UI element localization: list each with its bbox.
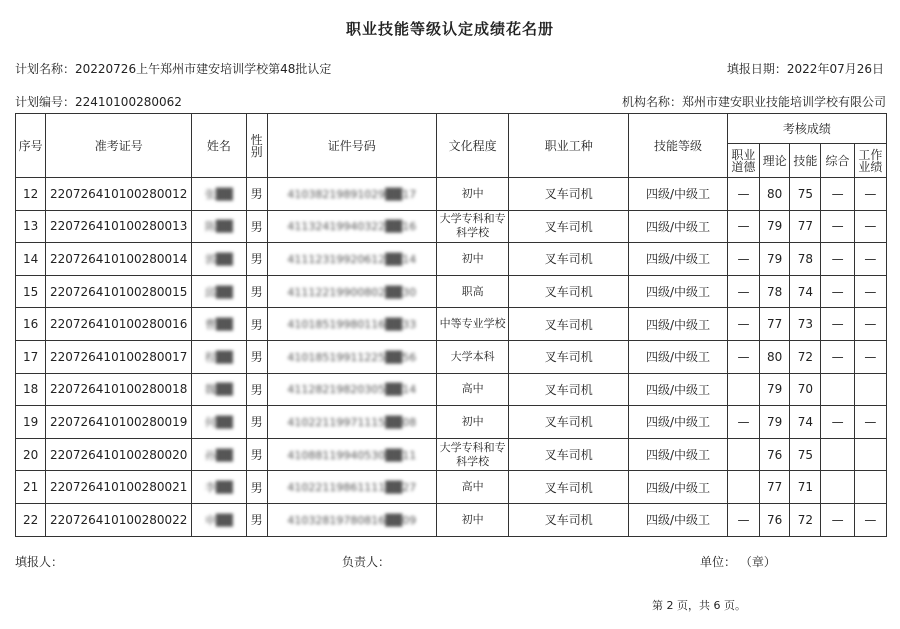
cell-seq: 15 [16,275,46,308]
cell-theory: 78 [760,275,790,308]
org-name: 机构名称：郑州市建安职业技能培训学校有限公司 [621,95,886,109]
table-row [16,438,887,471]
cell-exam-no: 220726410100280015 [46,275,192,308]
cell-education: 大学本科 [436,340,508,373]
cell-id-no-redacted: 41022119861111██27 [287,481,417,495]
cell-gender: 男 [246,210,267,243]
cell-name-redacted: 郭██ [204,252,233,266]
cell-gender: 男 [246,406,267,439]
cell-gender: 男 [246,243,267,276]
cell-work-performance [854,471,886,504]
cell-seq: 18 [16,373,46,406]
cell-comprehensive: — [821,210,854,243]
cell-level: 四级/中级工 [629,373,728,406]
cell-seq: 21 [16,471,46,504]
cell-id-no [267,308,436,341]
cell-seq: 12 [16,178,46,211]
cell-name-redacted: 魏██ [204,383,233,397]
header-skill: 技能 [790,144,821,178]
cell-id-no [267,503,436,536]
header-id-no: 证件号码 [267,114,436,178]
cell-skill: 74 [790,406,821,439]
cell-seq: 22 [16,503,46,536]
cell-occupation: 叉车司机 [509,340,629,373]
cell-occupation: 叉车司机 [509,373,629,406]
cell-id-no [267,406,436,439]
header-education: 文化程度 [436,114,508,178]
filler-label: 填报人： [15,555,64,569]
table-row [16,340,887,373]
cell-skill: 77 [790,210,821,243]
cell-gender: 男 [246,178,267,211]
cell-id-no-redacted: 41088119940530██11 [287,448,417,462]
cell-education: 初中 [436,406,508,439]
cell-occupation: 叉车司机 [509,471,629,504]
cell-exam-no: 220726410100280013 [46,210,192,243]
cell-id-no [267,210,436,243]
cell-ethics: — [727,275,759,308]
header-gender: 性别 [246,114,267,178]
cell-work-performance: — [854,503,886,536]
cell-work-performance [854,373,886,406]
cell-seq: 14 [16,243,46,276]
table-row [16,275,887,308]
cell-ethics: — [727,243,759,276]
cell-education: 初中 [436,178,508,211]
cell-theory: 76 [760,438,790,471]
cell-occupation: 叉车司机 [509,503,629,536]
cell-id-no [267,438,436,471]
header-theory: 理论 [760,144,790,178]
header-work-performance: 工作业绩 [854,144,886,178]
page-title: 职业技能等级认定成绩花名册 [345,20,554,38]
header-comprehensive: 综合 [821,144,854,178]
header-exam-no: 准考证号 [46,114,192,178]
cell-gender: 男 [246,308,267,341]
cell-occupation: 叉车司机 [509,243,629,276]
header-name: 姓名 [192,114,246,178]
cell-work-performance: — [854,178,886,211]
cell-ethics: — [727,210,759,243]
cell-comprehensive: — [821,178,854,211]
cell-work-performance: — [854,210,886,243]
cell-theory: 79 [760,373,790,406]
cell-theory: 80 [760,340,790,373]
table-row [16,406,887,439]
cell-name-redacted: 张██ [204,187,233,201]
cell-seq: 20 [16,438,46,471]
cell-id-no [267,373,436,406]
cell-theory: 79 [760,406,790,439]
cell-id-no-redacted: 41132419940322██16 [287,220,417,234]
cell-gender: 男 [246,503,267,536]
cell-skill: 78 [790,243,821,276]
cell-name [192,373,246,406]
cell-comprehensive: — [821,308,854,341]
header-scores: 考核成绩 [727,114,886,144]
unit-seal-label: 单位： （章） [700,555,776,569]
cell-theory: 80 [760,178,790,211]
cell-seq: 13 [16,210,46,243]
cell-id-no [267,243,436,276]
cell-theory: 79 [760,210,790,243]
cell-id-no-redacted: 41128219820305██14 [287,383,417,397]
cell-id-no [267,340,436,373]
cell-occupation: 叉车司机 [509,178,629,211]
cell-name-redacted: 孙██ [204,448,233,462]
cell-level: 四级/中级工 [629,243,728,276]
cell-theory: 79 [760,243,790,276]
cell-name-redacted: 陈██ [204,220,233,234]
cell-theory: 77 [760,471,790,504]
cell-gender: 男 [246,438,267,471]
cell-level: 四级/中级工 [629,308,728,341]
cell-education: 初中 [436,243,508,276]
cell-ethics: — [727,308,759,341]
cell-seq: 16 [16,308,46,341]
cell-id-no [267,178,436,211]
cell-name [192,471,246,504]
cell-name-redacted: 邱██ [204,285,233,299]
table-row [16,178,887,211]
cell-occupation: 叉车司机 [509,308,629,341]
cell-skill: 75 [790,438,821,471]
cell-name [192,406,246,439]
cell-work-performance: — [854,340,886,373]
cell-education: 高中 [436,373,508,406]
cell-comprehensive: — [821,340,854,373]
cell-exam-no: 220726410100280020 [46,438,192,471]
cell-level: 四级/中级工 [629,210,728,243]
cell-id-no [267,471,436,504]
cell-education: 初中 [436,503,508,536]
header-seq: 序号 [16,114,46,178]
cell-exam-no: 220726410100280021 [46,471,192,504]
cell-education: 职高 [436,275,508,308]
cell-comprehensive: — [821,243,854,276]
cell-name [192,503,246,536]
cell-skill: 75 [790,178,821,211]
cell-level: 四级/中级工 [629,438,728,471]
cell-id-no-redacted: 41038219891029██17 [287,187,417,201]
cell-name [192,275,246,308]
header-level: 技能等级 [629,114,728,178]
cell-ethics [727,438,759,471]
cell-level: 四级/中级工 [629,275,728,308]
cell-id-no-redacted: 41022119971115██08 [287,415,417,429]
cell-skill: 71 [790,471,821,504]
cell-name-redacted: 曹██ [204,318,233,332]
plan-name: 计划名称：20220726上午郑州市建安培训学校第48批认定 [15,62,332,76]
cell-comprehensive [821,471,854,504]
cell-seq: 17 [16,340,46,373]
cell-education: 大学专科和专科学校 [436,210,508,243]
cell-ethics: — [727,503,759,536]
cell-occupation: 叉车司机 [509,406,629,439]
cell-comprehensive [821,373,854,406]
cell-level: 四级/中级工 [629,406,728,439]
cell-education: 高中 [436,471,508,504]
cell-name-redacted: 程██ [204,350,233,364]
cell-ethics: — [727,406,759,439]
cell-level: 四级/中级工 [629,471,728,504]
cell-work-performance: — [854,308,886,341]
report-date: 填报日期：2022年07月26日 [726,62,884,76]
cell-id-no-redacted: 41018519980116██33 [287,318,417,332]
cell-id-no-redacted: 41112319920612██14 [287,252,417,266]
cell-comprehensive: — [821,275,854,308]
cell-work-performance: — [854,406,886,439]
table-row [16,471,887,504]
table-row [16,210,887,243]
cell-name [192,243,246,276]
cell-exam-no: 220726410100280017 [46,340,192,373]
cell-work-performance: — [854,275,886,308]
cell-comprehensive: — [821,503,854,536]
cell-ethics [727,373,759,406]
cell-education: 大学专科和专科学校 [436,438,508,471]
cell-exam-no: 220726410100280014 [46,243,192,276]
cell-theory: 77 [760,308,790,341]
cell-theory: 76 [760,503,790,536]
cell-occupation: 叉车司机 [509,438,629,471]
cell-name-redacted: 李██ [204,481,233,495]
cell-skill: 70 [790,373,821,406]
cell-education: 中等专业学校 [436,308,508,341]
cell-exam-no: 220726410100280012 [46,178,192,211]
cell-ethics [727,471,759,504]
cell-work-performance [854,438,886,471]
score-table [15,113,887,537]
table-row [16,308,887,341]
cell-name [192,340,246,373]
cell-exam-no: 220726410100280019 [46,406,192,439]
cell-skill: 73 [790,308,821,341]
cell-work-performance: — [854,243,886,276]
cell-skill: 72 [790,503,821,536]
cell-name [192,438,246,471]
cell-exam-no: 220726410100280022 [46,503,192,536]
cell-id-no-redacted: 41112219900802██30 [287,285,417,299]
cell-gender: 男 [246,340,267,373]
cell-level: 四级/中级工 [629,178,728,211]
page-indicator: 第 2 页，共 6 页。 [652,599,746,612]
cell-name [192,178,246,211]
table-row [16,373,887,406]
cell-ethics: — [727,178,759,211]
cell-gender: 男 [246,471,267,504]
cell-id-no-redacted: 41032819780816██09 [287,513,417,527]
cell-gender: 男 [246,373,267,406]
cell-skill: 74 [790,275,821,308]
cell-name [192,308,246,341]
cell-exam-no: 220726410100280016 [46,308,192,341]
cell-id-no-redacted: 41018519911225██56 [287,350,417,364]
cell-gender: 男 [246,275,267,308]
table-row [16,243,887,276]
cell-exam-no: 220726410100280018 [46,373,192,406]
cell-seq: 19 [16,406,46,439]
cell-level: 四级/中级工 [629,503,728,536]
header-ethics: 职业道德 [727,144,759,178]
cell-name [192,210,246,243]
cell-name-redacted: 申██ [204,513,233,527]
table-row [16,503,887,536]
responsible-label: 负责人： [342,555,391,569]
cell-comprehensive [821,438,854,471]
cell-id-no [267,275,436,308]
cell-comprehensive: — [821,406,854,439]
cell-name-redacted: 何██ [204,415,233,429]
cell-occupation: 叉车司机 [509,210,629,243]
plan-number: 计划编号：22410100280062 [15,95,182,109]
cell-ethics: — [727,340,759,373]
header-occupation: 职业工种 [509,114,629,178]
cell-occupation: 叉车司机 [509,275,629,308]
cell-skill: 72 [790,340,821,373]
cell-level: 四级/中级工 [629,340,728,373]
